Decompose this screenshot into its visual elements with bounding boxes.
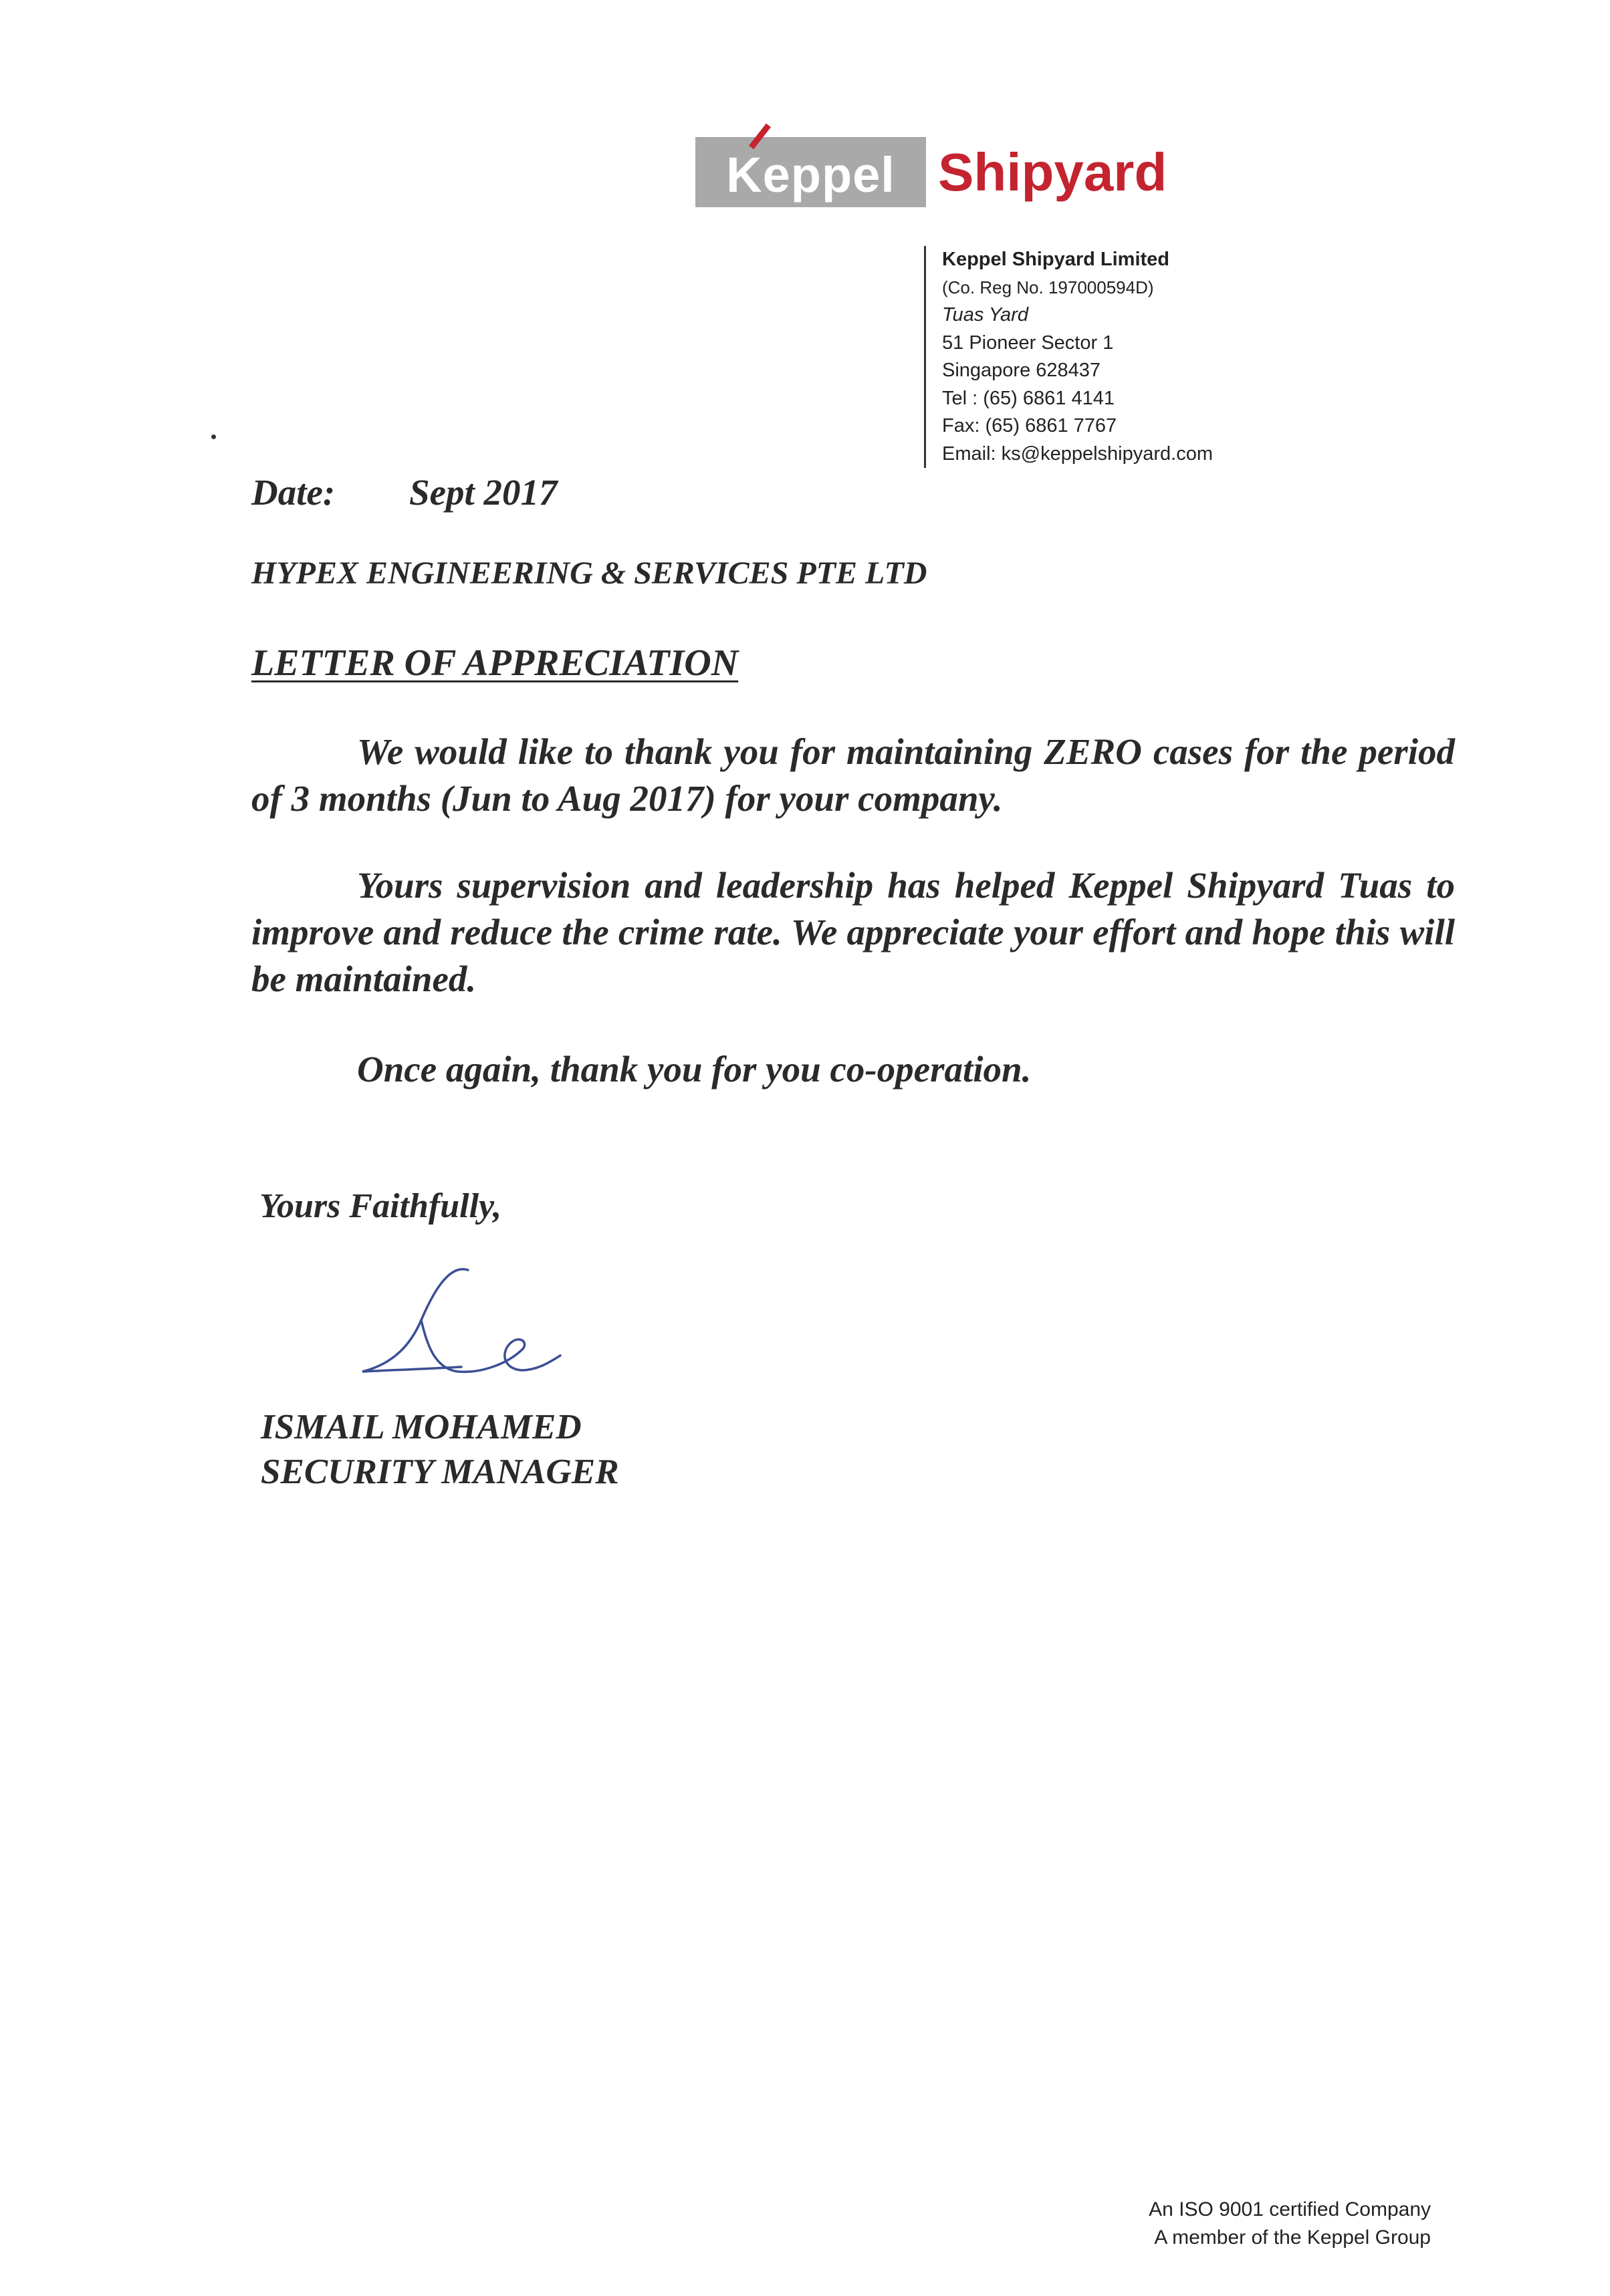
logo-keppel-word: Keppel [726, 146, 895, 203]
company-reg-no: (Co. Reg No. 197000594D) [942, 277, 1154, 297]
signatory-name: ISMAIL MOHAMED [261, 1408, 582, 1446]
yard-name: Tuas Yard [942, 304, 1028, 326]
footer [1149, 2196, 1431, 2252]
company-name: Keppel Shipyard Limited [942, 249, 1169, 270]
company-address-block [924, 246, 1213, 468]
body-paragraph-1: We would like to thank you for maintaining ZERO cases for the period of 3 months (Jun to Aug 2017) for your company. [251, 731, 1455, 819]
email: Email: ks@keppelshipyard.com [942, 442, 1213, 465]
keppel-shipyard-logo [695, 137, 1167, 207]
iso-certification: An ISO 9001 certified Company [1149, 2198, 1431, 2220]
logo-keppel-block [695, 137, 926, 207]
signature [348, 1257, 568, 1384]
logo-accent-mark [749, 124, 771, 150]
date-label: Date: [251, 472, 336, 513]
recipient: HYPEX ENGINEERING & SERVICES PTE LTD [251, 555, 927, 591]
telephone: Tel : (65) 6861 4141 [942, 387, 1115, 409]
street-address: 51 Pioneer Sector 1 [942, 332, 1114, 354]
date-value: Sept 2017 [409, 472, 558, 513]
letter-subject: LETTER OF APPRECIATION [251, 642, 739, 684]
closing-salutation: Yours Faithfully, [259, 1187, 502, 1225]
body-paragraph-2: Yours supervision and leadership has helped Keppel Shipyard Tuas to improve and reduce the crime rate. We appreciate your effort and hope this will be maintained. [251, 865, 1455, 999]
logo-shipyard-word: Shipyard [938, 142, 1167, 202]
fax: Fax: (65) 6861 7767 [942, 415, 1117, 436]
signatory-title: SECURITY MANAGER [261, 1452, 619, 1491]
group-membership: A member of the Keppel Group [1154, 2226, 1431, 2249]
city-postal: Singapore 628437 [942, 360, 1101, 381]
scan-speck [211, 434, 216, 439]
body-paragraph-3: Once again, thank you for you co-operation. [357, 1049, 1032, 1090]
